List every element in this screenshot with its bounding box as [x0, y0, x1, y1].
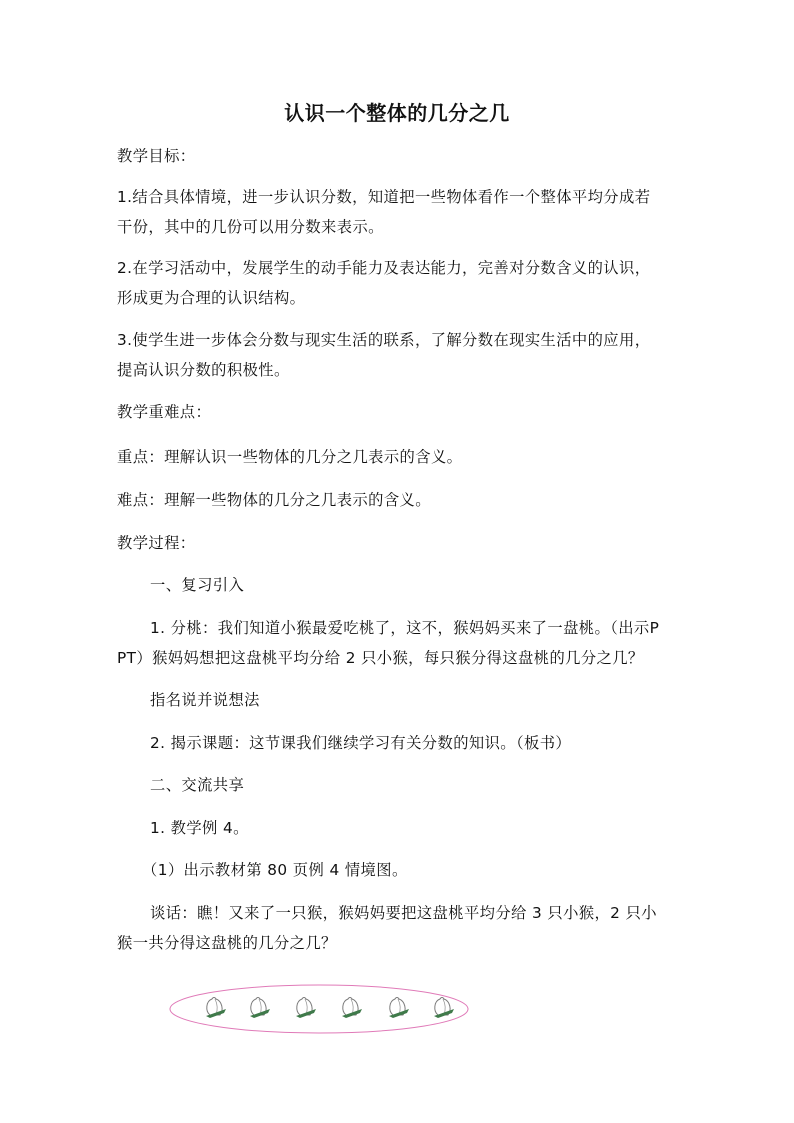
objective-1: 1.结合具体情境，进一步认识分数，知道把一些物体看作一个整体平均分成若干份，其中的几份可以用分数来表示。: [117, 188, 651, 236]
peach-plate-illustration: [168, 983, 470, 1035]
peach-icon: [250, 998, 270, 1019]
peach-icon: [206, 998, 226, 1019]
document-title: 认识一个整体的几分之几: [284, 101, 510, 125]
part1-step2: 2. 揭示课题：这节课我们继续学习有关分数的知识。（板书）: [150, 734, 572, 752]
part1-heading: 一、复习引入: [150, 576, 245, 594]
peach-icon: [296, 998, 316, 1019]
objective-2: 2.在学习活动中，发展学生的动手能力及表达能力，完善对分数含义的认识，形成更为合理的认识结构。: [117, 259, 651, 307]
part2-step1-sub1: （1）出示教材第 80 页例 4 情境图。: [142, 861, 408, 879]
objective-3: 3.使学生进一步体会分数与现实生活的联系，了解分数在现实生活中的应用，提高认识分数的积极性。: [117, 331, 651, 379]
part2-step1: 1. 教学例 4。: [150, 819, 249, 837]
peach-icon: [342, 998, 362, 1019]
key-points-heading: 教学重难点：: [117, 403, 212, 421]
objectives-heading: 教学目标：: [117, 147, 196, 165]
peach-icon: [389, 998, 409, 1019]
key-point: 重点：理解认识一些物体的几分之几表示的含义。: [117, 448, 463, 466]
difficult-point: 难点：理解一些物体的几分之几表示的含义。: [117, 491, 431, 509]
plate-ellipse-icon: [168, 983, 470, 1035]
part1-step1: 1. 分桃：我们知道小猴最爱吃桃了，这不，猴妈妈买来了一盘桃。（出示PPT）猴妈妈想把这盘桃平均分给 2 只小猴，每只猴分得这盘桃的几分之几？: [117, 619, 660, 667]
part1-step1-note: 指名说并说想法: [150, 691, 260, 709]
part2-talk: 谈话：瞧！又来了一只猴，猴妈妈要把这盘桃平均分给 3 只小猴，2 只小猴一共分得这盘桃的几分之几？: [117, 904, 657, 952]
process-heading: 教学过程：: [117, 534, 196, 552]
peach-icon: [434, 998, 454, 1019]
part2-heading: 二、交流共享: [150, 776, 245, 794]
